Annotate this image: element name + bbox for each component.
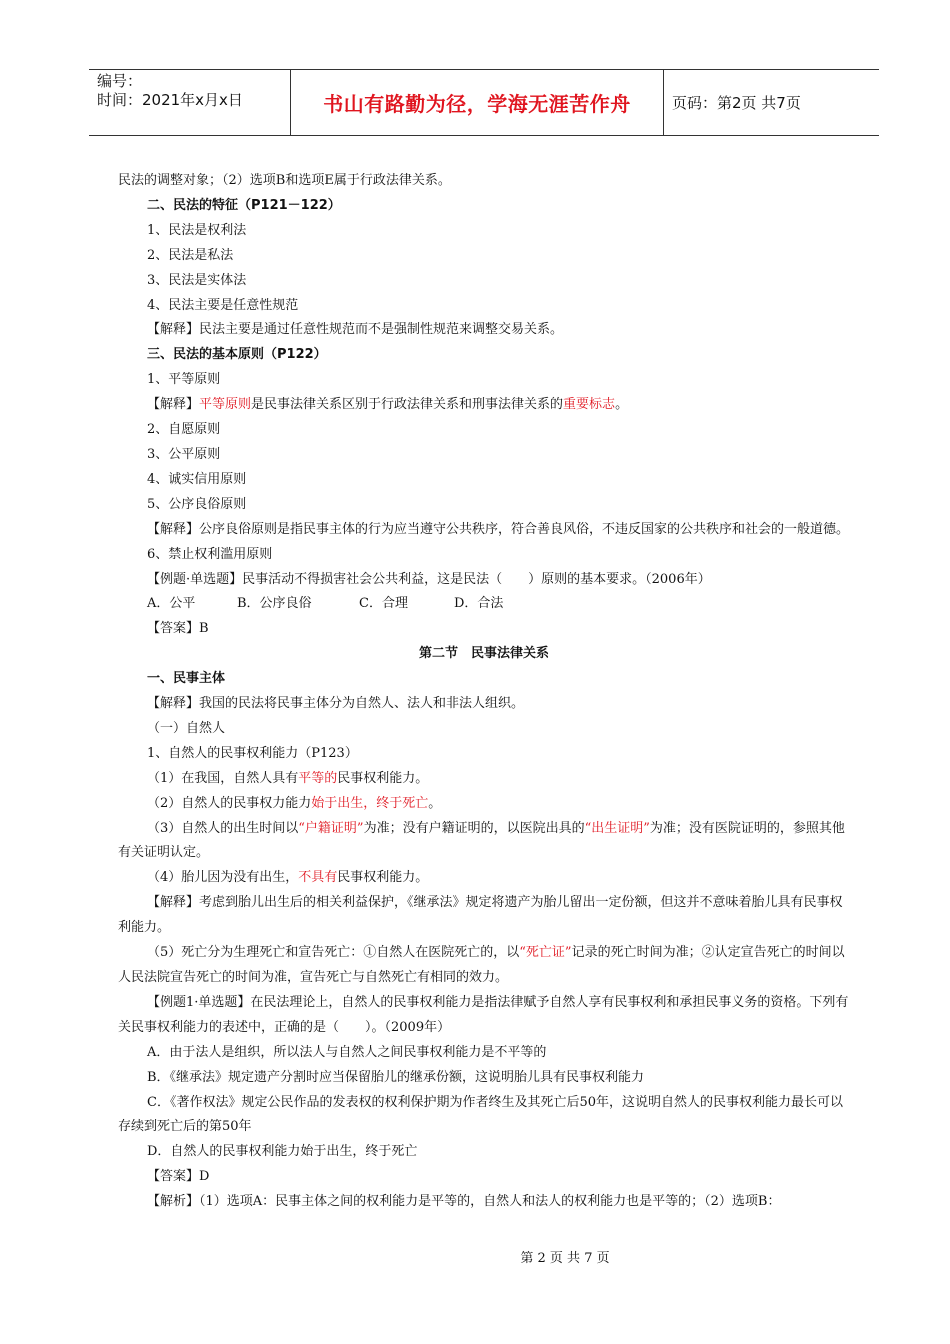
list-item: 1、平等原则 (147, 372, 221, 388)
document-body (118, 169, 850, 1215)
highlight-text: 平等的 (298, 770, 338, 786)
example-question: 【例题·单选题】民事活动不得损害社会公共利益，这是民法（ ）原则的基本要求。（2006年） (147, 571, 711, 587)
option-c: C．合理 (359, 596, 408, 612)
highlight-text: 重要标志 (563, 397, 616, 413)
header-motto: 书山有路勤为径，学海无涯苦作舟 (323, 92, 631, 116)
text-span: （2）自然人的民事权力能力 (147, 795, 312, 811)
text-span: （3）自然人的出生时间以 (147, 820, 299, 836)
list-item: 2、自愿原则 (147, 422, 221, 438)
text-span: 为准；没有户籍证明的，以医院出具的 (363, 820, 585, 836)
list-item: 1、自然人的民事权利能力（P123） (147, 745, 358, 761)
list-item (118, 767, 850, 792)
option-a: A．公平 (147, 596, 196, 612)
text-span: 【解释】 (147, 397, 200, 413)
explanation (118, 393, 850, 418)
option-c: C．《著作权法》规定公民作品的发表权的权利保护期为作者终生及其死亡后50年，这说明自然人的民事权利能力最长可以存续到死亡后的第50年 (118, 1094, 843, 1135)
list-item: 3、公平原则 (147, 446, 221, 462)
header-number-label: 编号： (97, 72, 143, 90)
text-span: 民事权利能力。 (337, 770, 429, 786)
subsection-heading: （一）自然人 (147, 720, 226, 736)
list-item: 2、民法是私法 (147, 247, 234, 263)
highlight-text: “死亡证” (519, 945, 572, 961)
answer: 【答案】D (147, 1169, 210, 1185)
list-item: 4、诚实信用原则 (147, 471, 247, 487)
header-divider-right (663, 69, 664, 136)
list-item (118, 792, 850, 817)
list-item (118, 866, 850, 891)
list-item (118, 941, 850, 991)
explanation: 【解释】考虑到胎儿出生后的相关利益保护，《继承法》规定将遗产为胎儿留出一定份额，但这并不意味着胎儿具有民事权利能力。 (118, 895, 843, 936)
explanation: 【解释】我国的民法将民事主体分为自然人、法人和非法人组织。 (147, 696, 525, 712)
option-d: D．自然人的民事权利能力始于出生，终于死亡 (147, 1144, 418, 1160)
text-line: 民法的调整对象；（2）选项B和选项E属于行政法律关系。 (118, 173, 451, 188)
header-meta (97, 72, 243, 110)
list-item: 6、禁止权利滥用原则 (147, 546, 273, 562)
text-span: （5）死亡分为生理死亡和宣告死亡：①自然人在医院死亡的，以 (147, 945, 520, 961)
header-page-label: 页码：第2页 共7页 (672, 94, 801, 112)
list-item (118, 817, 850, 867)
highlight-text: “户籍证明” (298, 820, 364, 836)
page-footer (0, 1247, 950, 1266)
text-span: 为准；没有医院证明的，参照其他有关证明认定。 (118, 820, 845, 861)
text-span: 记录的死亡时间为准；②认定宣告死亡的时间以人民法院宣告死亡的时间为准，宣告死亡与自然死亡有相同的效力。 (118, 945, 845, 985)
text-span: 。 (615, 397, 629, 413)
explanation: 【解释】民法主要是通过任意性规范而不是强制性规范来调整交易关系。 (147, 322, 564, 338)
option-b: B．《继承法》规定遗产分割时应当保留胎儿的继承份额，这说明胎儿具有民事权利能力 (147, 1069, 645, 1085)
highlight-text: 平等原则 (199, 397, 252, 413)
answer: 【答案】B (147, 621, 209, 637)
section-heading: 三、民法的基本原则（P122） (147, 347, 327, 363)
text-span: 民事权利能力。 (337, 870, 429, 886)
answer-options (118, 592, 850, 617)
text-span: 是民事法律关系区别于行政法律关系和刑事法律关系的 (251, 397, 564, 413)
highlight-text: “出生证明” (584, 820, 650, 836)
footer-page-number: 第 2 页 共 7 页 (520, 1251, 610, 1266)
header-time-label: 时间：2021年x月x日 (97, 91, 243, 109)
highlight-text: 不具有 (298, 870, 338, 886)
list-item: 3、民法是实体法 (147, 272, 247, 288)
list-item: 4、民法主要是任意性规范 (147, 297, 299, 313)
list-item: 1、民法是权利法 (147, 222, 247, 238)
text-span: （4）胎儿因为没有出生， (147, 870, 299, 886)
option-b: B．公序良俗 (237, 596, 312, 612)
chapter-heading: 第二节 民事法律关系 (418, 646, 549, 662)
text-span: （1）在我国，自然人具有 (147, 770, 299, 786)
header-bottom-rule (89, 135, 879, 136)
list-item: 5、公序良俗原则 (147, 496, 247, 512)
example-question: 【例题1·单选题】在民法理论上，自然人的民事权利能力是指法律赋予自然人享有民事权利和承担民事义务的资格。下列有关民事权利能力的表述中，正确的是（ ）。（2009年） (118, 994, 849, 1035)
text-span: 。 (428, 795, 442, 811)
option-d: D．合法 (454, 596, 504, 612)
highlight-text: 始于出生，终于死亡 (311, 795, 429, 811)
section-heading: 二、民法的特征（P121－122） (147, 197, 341, 213)
section-heading: 一、民事主体 (147, 671, 226, 687)
option-a: A．由于法人是组织，所以法人与自然人之间民事权利能力是不平等的 (147, 1044, 547, 1060)
explanation: 【解释】公序良俗原则是指民事主体的行为应当遵守公共秩序，符合善良风俗，不违反国家的公共秩序和社会的一般道德。 (147, 521, 850, 537)
header-top-rule (89, 69, 879, 70)
analysis: 【解析】（1）选项A：民事主体之间的权利能力是平等的，自然人和法人的权利能力也是平等的；（2）选项B： (147, 1194, 781, 1210)
